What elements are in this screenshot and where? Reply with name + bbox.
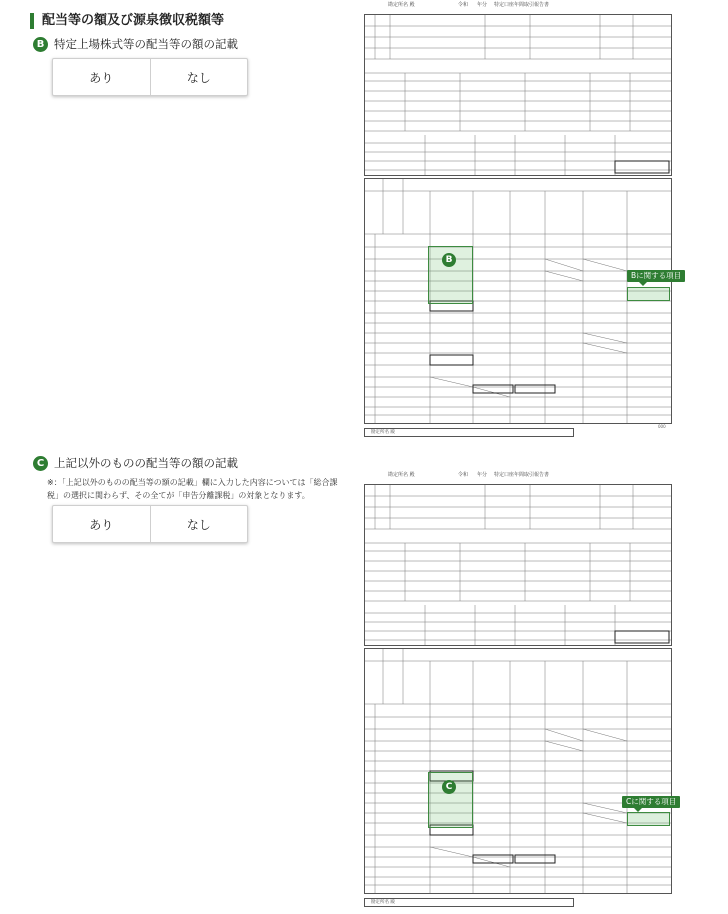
page-title: 配当等の額及び源泉徴収税額等 — [30, 13, 224, 29]
form-lower-grid — [365, 649, 671, 893]
form-lower-panel — [364, 648, 672, 894]
section-c-yes-button[interactable]: あり — [89, 517, 114, 532]
report-form-c — [362, 470, 677, 910]
c-callout: Cに関する項目 — [622, 796, 680, 808]
section-c-note: ※：「上記以外のものの配当等の額の記載」欄に入力した内容については「総合課税」の選択に関わらず、その全てが「申告分離課税」の対象となります。 — [47, 478, 338, 500]
form-broker-label: 勘定所名 殿 — [388, 472, 415, 478]
form-lower-panel — [364, 178, 672, 424]
section-c-toggle[interactable] — [52, 505, 248, 543]
b-callout-target — [627, 287, 670, 301]
form-year-label: 年分 — [477, 472, 488, 478]
section-b-yes-button[interactable]: あり — [89, 70, 114, 85]
c-callout-target — [627, 812, 670, 826]
form-header — [362, 470, 674, 480]
section-c-label: 上記以外のものの配当等の額の記載 — [54, 456, 238, 470]
section-b-label: 特定上場株式等の配当等の額の記載 — [54, 37, 238, 51]
form-upper-panel — [364, 14, 672, 176]
form-title: 特定口座年間取引報告書 — [494, 472, 550, 478]
section-b-badge: B — [33, 37, 48, 52]
form-year-label: 年分 — [477, 2, 488, 8]
form-upper-panel — [364, 484, 672, 646]
form-footer — [364, 898, 574, 907]
section-b-no-button[interactable]: なし — [150, 59, 248, 95]
form-footer-label: 勘定所名 殿 — [371, 900, 395, 905]
b-form-badge: B — [442, 253, 456, 267]
section-b-toggle[interactable] — [52, 58, 248, 96]
form-upper-grid — [365, 15, 671, 175]
form-broker-label: 勘定所名 殿 — [388, 2, 415, 8]
c-form-badge: C — [442, 780, 456, 794]
form-header — [362, 0, 674, 10]
section-c-no-button[interactable]: なし — [150, 506, 248, 542]
form-page-code: 000 — [658, 424, 666, 429]
form-upper-grid — [365, 485, 671, 645]
form-lower-grid — [365, 179, 671, 423]
form-era-label: 令和 — [458, 2, 469, 8]
form-era-label: 令和 — [458, 472, 469, 478]
section-b-heading — [33, 36, 238, 52]
b-callout: Bに関する項目 — [627, 270, 685, 282]
form-title: 特定口座年間取引報告書 — [494, 2, 550, 8]
section-c-badge: C — [33, 456, 48, 471]
report-form-b — [362, 0, 682, 440]
section-c-heading — [33, 455, 238, 471]
form-footer — [364, 428, 574, 437]
form-footer-label: 勘定所名 殿 — [371, 430, 395, 435]
